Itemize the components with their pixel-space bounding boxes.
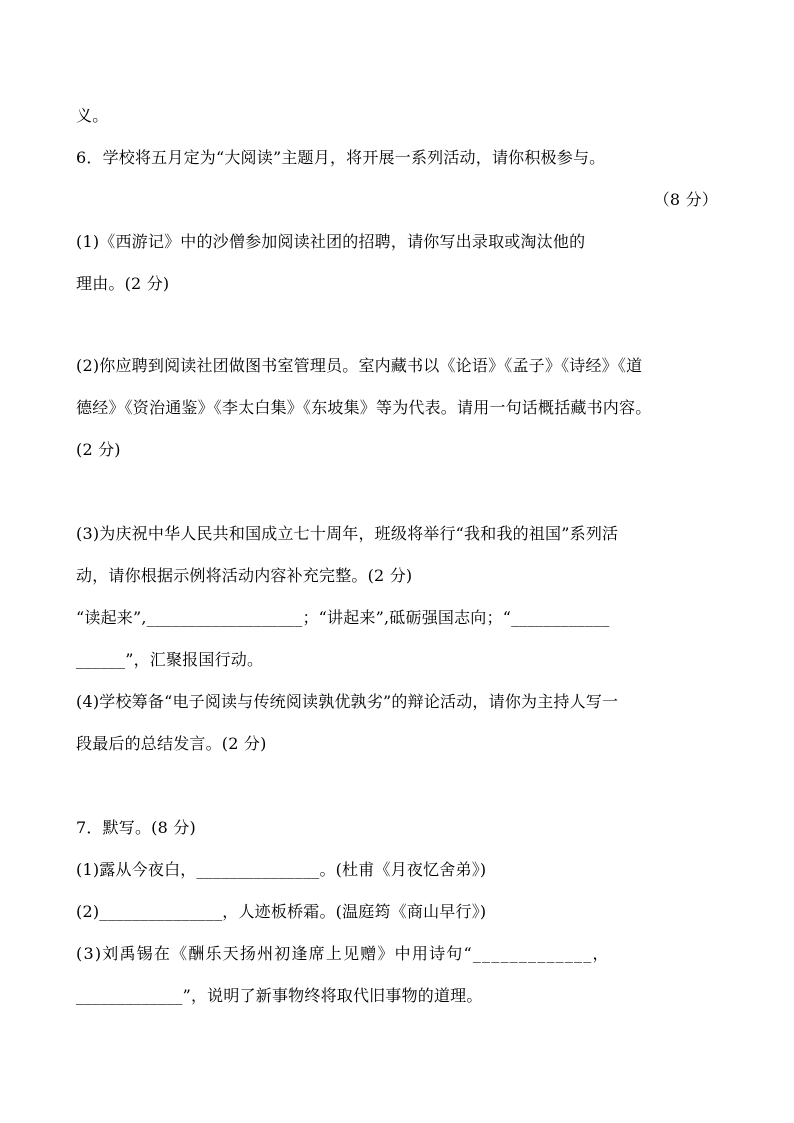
question-6-1-line-1: (1)《西游记》中的沙僧参加阅读社团的招聘，请你写出录取或淘汰他的 bbox=[76, 232, 586, 251]
question-6-score: （8 分） bbox=[653, 190, 718, 209]
question-6-heading: 6．学校将五月定为“大阅读”主题月，将开展一系列活动，请你积极参与。 bbox=[76, 148, 606, 167]
question-6-3-fill-line-1: “读起来”,___________________；“讲起来”,砥砺强国志向；“____________ bbox=[76, 608, 610, 627]
question-6-4-line-1: (4)学校筹备“电子阅读与传统阅读孰优孰劣”的辩论活动，请你为主持人写一 bbox=[76, 692, 619, 711]
question-6-4-line-2: 段最后的总结发言。(2 分) bbox=[76, 734, 267, 753]
question-7-2: (2)_______________，人迹板桥霜。(温庭筠《商山早行》) bbox=[76, 902, 487, 921]
question-7-1: (1)露从今夜白，_______________。(杜甫《月夜忆舍弟》) bbox=[76, 860, 487, 879]
text-line-continuation: 义。 bbox=[76, 106, 109, 125]
question-7-3-line-1: (3)刘禹锡在《酬乐天扬州初逢席上见赠》中用诗句“_____________， bbox=[76, 944, 610, 963]
question-6-3-fill-line-2: ______”，汇聚报国行动。 bbox=[76, 650, 264, 669]
question-6-3-line-1: (3)为庆祝中华人民共和国成立七十周年，班级将举行“我和我的祖国”系列活 bbox=[76, 524, 619, 543]
question-6-2-line-2: 德经》《资治通鉴》《李太白集》《东坡集》等为代表。请用一句话概括藏书内容。 bbox=[76, 398, 652, 417]
question-6-1-line-2: 理由。(2 分) bbox=[76, 274, 170, 293]
question-7-3-line-2: _____________”，说明了新事物终将取代旧事物的道理。 bbox=[76, 986, 483, 1005]
question-6-2-score: (2 分) bbox=[76, 440, 121, 459]
question-6-2-line-1: (2)你应聘到阅读社团做图书室管理员。室内藏书以《论语》《孟子》《诗经》《道 bbox=[76, 356, 643, 375]
question-7-heading: 7．默写。(8 分) bbox=[76, 818, 196, 837]
question-6-3-line-2: 动，请你根据示例将活动内容补充完整。(2 分) bbox=[76, 566, 413, 585]
